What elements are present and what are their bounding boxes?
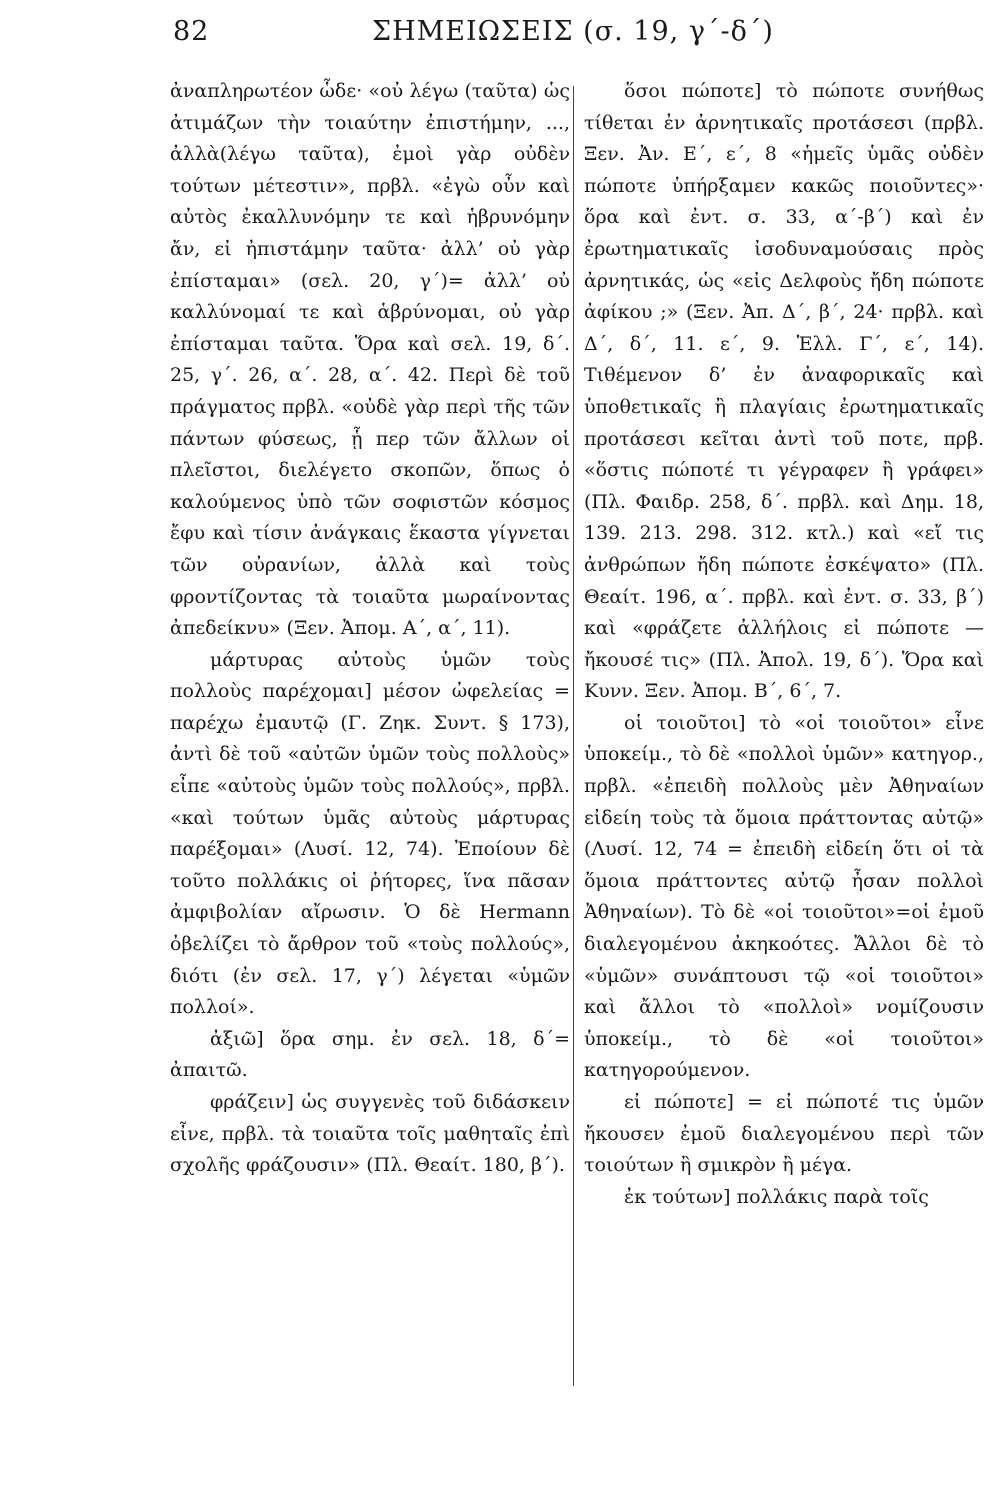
left-paragraph: ἀναπληρωτέον ὧδε· «οὐ λέγω (ταῦτα) ὡς ἀτιμάζων τὴν τοιαύτην ἐπιστήμην, ..., ἀλλὰ(λέγω ταῦτα), ἐμοὶ γὰρ οὐδὲν τούτων μέτεστιν», πρβλ. «ἐγὼ οὖν καὶ αὐτὸς ἐκαλλυνόμην τε καὶ ἡβρυνόμην ἄν, εἰ ἠπιστάμην ταῦτα· ἀλλ’ οὐ γὰρ ἐπίσταμαι» (σελ. 20, γ΄)= ἀλλ’ οὐ καλλύνομαί τε καὶ ἁβρύνομαι, οὐ γὰρ ἐπίσταμαι ταῦτα. Ὅρα καὶ σελ. 19, δ΄. 25, γ΄. 26, α΄. 28, α΄. 42. Περὶ δὲ τοῦ πράγματος πρβλ. «οὐδὲ γὰρ περὶ τῆς τῶν πάντων φύσεως, ᾗ περ τῶν ἄλλων οἱ πλεῖστοι, διελέγετο σκοπῶν, ὅπως ὁ καλούμενος ὑπὸ τῶν σοφιστῶν κόσμος ἔφυ καὶ τίσιν ἀνάγκαις ἕκαστα γίγνεται τῶν οὐρανίων, ἀλλὰ καὶ τοὺς φροντίζοντας τὰ τοιαῦτα μωραίνοντας ἀπεδείκνυ» (Ξεν. Ἀπομ. Α΄, α΄, 11). bbox=[170, 80, 570, 640]
column-rule bbox=[573, 86, 574, 1386]
left-paragraph: μάρτυρας αὐτοὺς ὑμῶν τοὺς πολλοὺς παρέχομαι] μέσον ὠφελείας = παρέχω ἐμαυτῷ (Γ. Ζηκ. Συντ. § 173), ἀντὶ δὲ τοῦ «αὐτῶν ὑμῶν τοὺς πολλοὺς» εἶπε «αὐτοὺς ὑμῶν τοὺς πολλούς», πρβλ. «καὶ τούτων ὑμᾶς αὐτοὺς μάρτυρας παρέξομαι» (Λυσί. 12, 74). Ἐποίουν δὲ τοῦτο πολλάκις οἱ ῥήτορες, ἵνα πᾶσαν ἀμφιβολίαν αἴρωσιν. Ὁ δὲ Hermann ὀβελίζει τὸ ἄρθρον τοῦ «τοὺς πολλούς», διότι (ἐν σελ. 17, γ΄) λέγεται «ὑμῶν πολλοί». bbox=[170, 648, 570, 1019]
right-paragraph: εἰ πώποτε] = εἰ πώποτέ τις ὑμῶν ἤκουσεν ἐμοῦ διαλεγομένου περὶ τῶν τοιούτων ἢ σμικρὸν ἢ μέγα. bbox=[584, 1091, 984, 1177]
left-column bbox=[170, 76, 570, 1182]
page-number: 82 bbox=[173, 16, 210, 47]
left-paragraph: φράζειν] ὡς συγγενὲς τοῦ διδάσκειν εἶνε, πρβλ. τὰ τοιαῦτα τοῖς μαθηταῖς ἐπὶ σχολῆς φράζουσιν» (Πλ. Θεαίτ. 180, β΄). bbox=[170, 1091, 570, 1177]
running-head: ΣΗΜΕΙΩΣΕΙΣ (σ. 19, γ΄-δ΄) bbox=[372, 16, 774, 47]
right-paragraph: ὅσοι πώποτε] τὸ πώποτε συνήθως τίθεται ἐν ἀρνητικαῖς προτάσεσι (πρβλ. Ξεν. Ἀν. Ε΄, ε΄, 8 «ἡμεῖς ὑμᾶς οὐδὲν πώποτε ὑπήρξαμεν κακῶς ποιοῦντες»· ὅρα καὶ ἐντ. σ. 33, α΄-β΄) καὶ ἐν ἐρωτηματικαῖς ἰσοδυναμούσαις πρὸς ἀρνητικάς, ὡς «εἰς Δελφοὺς ἤδη πώποτε ἀφίκου ;» (Ξεν. Ἀπ. Δ΄, β΄, 24· πρβλ. καὶ Δ΄, δ΄, 11. ε΄, 9. Ἑλλ. Γ΄, ε΄, 14). Τιθέμενον δ’ ἐν ἀναφορικαῖς καὶ ὑποθετικαῖς ἢ πλαγίαις ἐρωτηματικαῖς προτάσεσι κεῖται ἀντὶ τοῦ ποτε, πρβ. «ὅστις πώποτέ τι γέγραφεν ἢ γράφει» (Πλ. Φαιδρ. 258, δ΄. πρβλ. καὶ Δημ. 18, 139. 213. 298. 312. κτλ.) καὶ «εἴ τις ἀνθρώπων ἤδη πώποτε ἐσκέψατο» (Πλ. Θεαίτ. 196, α΄. πρβλ. καὶ ἐντ. σ. 33, β΄) καὶ «φράζετε ἀλλήλοις εἰ πώποτε — ἤκουσέ τις» (Πλ. Ἀπολ. 19, δ΄). Ὅρα καὶ Κυνν. Ξεν. Ἀπομ. Β΄, 6΄, 7. bbox=[584, 80, 984, 703]
right-paragraph: ἐκ τούτων] πολλάκις παρὰ τοῖς bbox=[624, 1185, 929, 1208]
left-paragraph: ἀξιῶ] ὅρα σημ. ἐν σελ. 18, δ΄= ἀπαιτῶ. bbox=[170, 1027, 570, 1082]
right-paragraph: οἱ τοιοῦτοι] τὸ «οἱ τοιοῦτοι» εἶνε ὑποκείμ., τὸ δὲ «πολλοὶ ὑμῶν» κατηγορ., πρβλ. «ἐπειδὴ πολλοὺς μὲν Ἀθηναίων εἰδείη τοὺς τὰ ὅμοια πράττοντας αὐτῷ» (Λυσί. 12, 74 = ἐπειδὴ εἰδείη ὅτι οἱ τὰ ὅμοια πράττοντες αὐτῷ ἦσαν πολλοὶ Ἀθηναίων). Τὸ δὲ «οἱ τοιοῦτοι»=οἱ ἐμοῦ διαλεγομένου ἀκηκοότες. Ἄλλοι δὲ τὸ «ὑμῶν» συνάπτουσι τῷ «οἱ τοιοῦτοι» καὶ ἄλλοι τὸ «πολλοὶ» νομίζουσιν ὑποκείμ., τὸ δὲ «οἱ τοιοῦτοι» κατηγορούμενον. bbox=[584, 711, 984, 1082]
right-column bbox=[584, 76, 984, 1213]
